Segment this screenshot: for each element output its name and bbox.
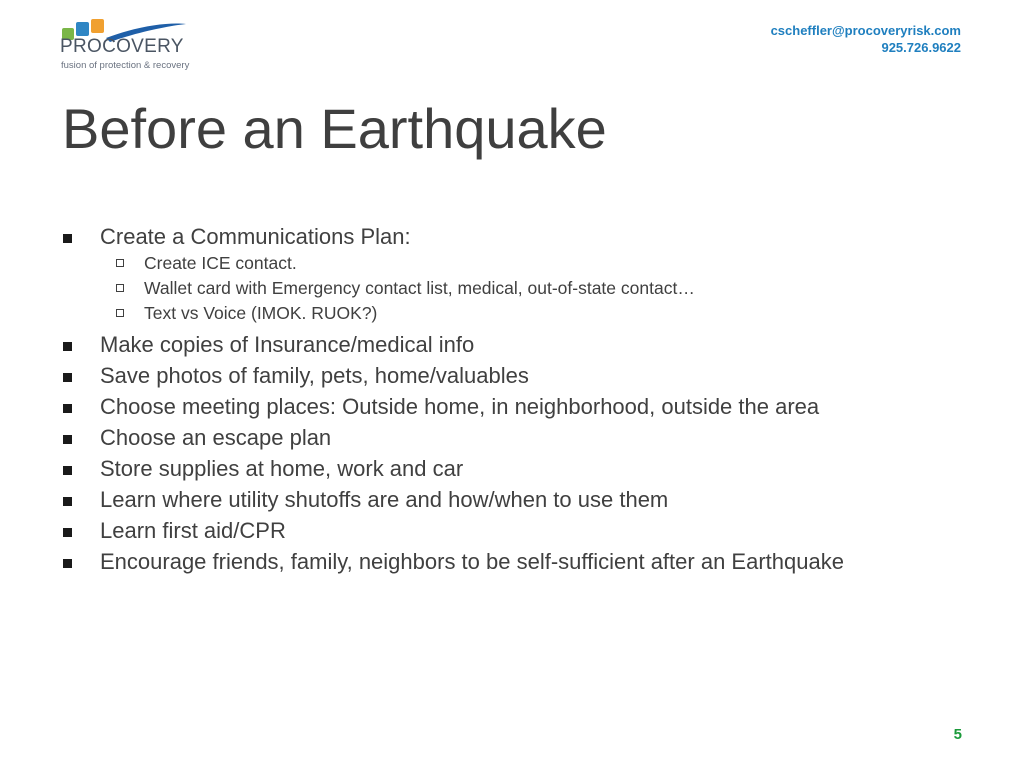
- contact-info: [771, 22, 961, 56]
- bullet-list: [60, 224, 960, 580]
- sub-bullet-item: [100, 251, 960, 276]
- sub-bullet-text: Text vs Voice (IMOK. RUOK?): [144, 303, 378, 323]
- square-bullet-icon: [63, 234, 72, 243]
- bullet-item: [60, 332, 960, 357]
- bullet-text: Choose meeting places: Outside home, in neighborhood, outside the area: [100, 394, 820, 419]
- sub-bullet-item: [100, 276, 960, 301]
- bullet-text: Store supplies at home, work and car: [100, 456, 464, 481]
- contact-email[interactable]: cscheffler@procoveryrisk.com: [770, 23, 961, 38]
- hollow-square-bullet-icon: [116, 259, 124, 267]
- square-bullet-icon: [63, 528, 72, 537]
- sub-bullet-text: Create ICE contact.: [144, 253, 297, 273]
- bullet-text: Encourage friends, family, neighbors to be self-sufficient after an Earthquake: [100, 549, 844, 574]
- procovery-logo: [58, 16, 198, 74]
- bullet-item: [60, 456, 960, 481]
- bullet-text: Choose an escape plan: [100, 425, 332, 450]
- bullet-text: Save photos of family, pets, home/valuables: [100, 363, 529, 388]
- bullet-item: [60, 549, 960, 574]
- square-bullet-icon: [63, 435, 72, 444]
- logo-wordmark: PROCOVERY: [60, 36, 184, 57]
- bullet-item: [60, 518, 960, 543]
- hollow-square-bullet-icon: [116, 284, 124, 292]
- logo-tagline: fusion of protection & recovery: [61, 60, 190, 71]
- bullet-text: Create a Communications Plan:: [100, 224, 411, 249]
- bullet-text: Learn where utility shutoffs are and how/when to use them: [100, 487, 669, 512]
- square-bullet-icon: [63, 404, 72, 413]
- square-bullet-icon: [63, 497, 72, 506]
- bullet-text: Learn first aid/CPR: [100, 518, 286, 543]
- page-number: 5: [953, 726, 962, 743]
- hollow-square-bullet-icon: [116, 309, 124, 317]
- square-bullet-icon: [63, 559, 72, 568]
- square-bullet-icon: [63, 342, 72, 351]
- sub-bullet-item: [100, 301, 960, 326]
- bullet-text: Make copies of Insurance/medical info: [100, 332, 475, 357]
- bullet-item: [60, 224, 960, 326]
- bullet-item: [60, 394, 960, 419]
- bullet-item: [60, 487, 960, 512]
- square-bullet-icon: [63, 466, 72, 475]
- bullet-item: [60, 363, 960, 388]
- square-bullet-icon: [63, 373, 72, 382]
- sub-bullet-list: [100, 251, 960, 326]
- sub-bullet-text: Wallet card with Emergency contact list, medical, out-of-state contact…: [144, 278, 695, 298]
- contact-phone: 925.726.9622: [881, 40, 961, 55]
- bullet-item: [60, 425, 960, 450]
- slide-title: Before an Earthquake: [62, 97, 607, 160]
